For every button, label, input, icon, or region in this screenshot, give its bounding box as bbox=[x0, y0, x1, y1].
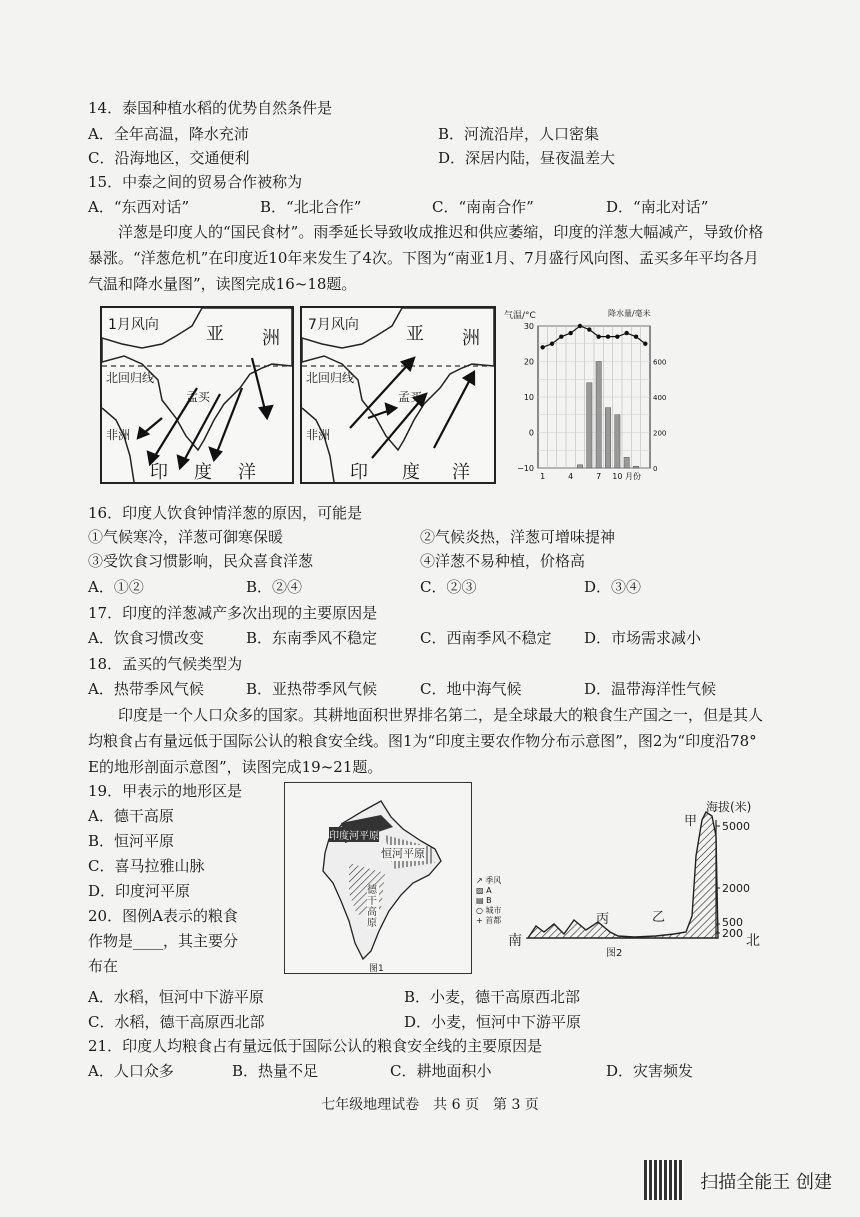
temperature-point bbox=[596, 334, 600, 338]
map-jan-africa-label: 非洲 bbox=[106, 428, 131, 442]
q20-stem-3: 布在 bbox=[88, 957, 119, 975]
legend-city-label: 城市 bbox=[485, 906, 502, 915]
q15-stem: 15．中泰之间的贸易合作被称为 bbox=[88, 173, 303, 191]
temp-tick-label: 30 bbox=[523, 322, 534, 331]
map-jul-tropic-label: 北回归线 bbox=[306, 371, 355, 385]
map-jan-ocean-2: 度 bbox=[194, 462, 212, 483]
temperature-point bbox=[559, 334, 563, 338]
q15-option-a: A．“东西对话” bbox=[88, 198, 190, 216]
q16-stem: 16．印度人饮食钟情洋葱的原因，可能是 bbox=[88, 504, 363, 522]
legend-square-icon: ▤ bbox=[476, 896, 484, 905]
legend-city bbox=[476, 906, 502, 916]
qr-code-icon bbox=[644, 1160, 684, 1200]
map-jan-asia: 亚 bbox=[206, 324, 224, 345]
q14-option-a: A．全年高温，降水充沛 bbox=[88, 125, 249, 143]
precip-tick-label: 400 bbox=[653, 394, 667, 402]
figure-2-north: 北 bbox=[746, 933, 760, 949]
legend-circle-icon: ○ bbox=[476, 906, 483, 915]
map-january-wind bbox=[100, 306, 294, 484]
month-tick-label: 1 bbox=[540, 472, 546, 481]
map-jan-tropic-label: 北回归线 bbox=[106, 371, 155, 385]
q21-option-a: A．人口众多 bbox=[88, 1062, 174, 1080]
legend-a-label: A bbox=[486, 886, 492, 895]
q17-option-b: B．东南季风不稳定 bbox=[246, 629, 378, 647]
q20-stem-1: 20．图例A表示的粮食 bbox=[88, 907, 238, 925]
legend-b-label: B bbox=[486, 896, 492, 905]
figure-1-label-deccan: 德干高原 bbox=[367, 885, 377, 929]
precip-bar bbox=[624, 457, 629, 468]
temp-tick-label: 20 bbox=[523, 357, 534, 367]
temperature-point bbox=[624, 331, 628, 335]
q18-option-d: D．温带海洋性气候 bbox=[584, 680, 717, 698]
figure-2-caption: 图2 bbox=[606, 948, 623, 959]
q21-option-b: B．热量不足 bbox=[232, 1062, 319, 1080]
chart-xlabel: 10 月份 bbox=[612, 472, 642, 481]
chart-plot bbox=[504, 306, 674, 484]
map-july-wind bbox=[300, 306, 496, 484]
figure-2-tick-200: 200 bbox=[722, 927, 743, 940]
q16-item-2: ②气候炎热，洋葱可增味提神 bbox=[420, 528, 616, 546]
q19-option-d: D．印度河平原 bbox=[88, 882, 191, 900]
q20-option-d: D．小麦，恒河中下游平原 bbox=[404, 1013, 582, 1031]
q16-item-1: ①气候寒冷，洋葱可御寒保暖 bbox=[88, 528, 284, 546]
figure-2-tick-5000: 5000 bbox=[722, 820, 750, 833]
q21-stem: 21．印度人均粮食占有量远低于国际公认的粮食安全线的主要原因是 bbox=[88, 1037, 543, 1055]
temperature-point bbox=[615, 334, 619, 338]
q21-option-c: C．耕地面积小 bbox=[390, 1062, 492, 1080]
page-footer: 七年级地理试卷 共 6 页 第 3 页 bbox=[321, 1097, 539, 1113]
q17-option-c: C．西南季风不稳定 bbox=[420, 629, 552, 647]
legend-capital bbox=[476, 916, 502, 926]
temperature-point bbox=[606, 334, 610, 338]
legend-arrow-icon: ↗ bbox=[476, 876, 483, 885]
figure-2-profile bbox=[506, 796, 768, 964]
q16-item-4: ④洋葱不易种植，价格高 bbox=[420, 552, 586, 570]
legend-b bbox=[476, 896, 502, 906]
q20-option-a: A．水稻，恒河中下游平原 bbox=[88, 988, 264, 1006]
q20-option-b: B．小麦，德干高原西北部 bbox=[404, 988, 581, 1006]
q17-stem: 17．印度的洋葱减产多次出现的主要原因是 bbox=[88, 604, 378, 622]
temp-tick-label: 0 bbox=[528, 428, 534, 438]
month-tick-label: 7 bbox=[596, 472, 602, 481]
precip-tick-label: 200 bbox=[653, 429, 667, 438]
temperature-point bbox=[540, 345, 544, 349]
q19-option-b: B．恒河平原 bbox=[88, 832, 175, 850]
precip-tick-label: 0 bbox=[653, 465, 658, 473]
precip-bar bbox=[633, 466, 638, 468]
legend-a bbox=[476, 886, 502, 896]
figure-2-label-bing: 丙 bbox=[596, 912, 610, 927]
precip-tick-label: 600 bbox=[653, 358, 667, 367]
q20-stem-2: 作物是____，其主要分 bbox=[88, 932, 239, 950]
figure-2-ylabel: 海拔(米) bbox=[706, 800, 752, 814]
q16-option-d: D．③④ bbox=[584, 578, 642, 596]
map-jan-title: 1月风向 bbox=[108, 317, 159, 333]
q17-option-a: A．饮食习惯改变 bbox=[88, 629, 204, 647]
map-jan-city-label: 孟买 bbox=[186, 390, 211, 404]
precip-bar bbox=[605, 408, 610, 468]
precip-bar bbox=[587, 383, 592, 468]
figure-1-caption: 图1 bbox=[369, 964, 384, 974]
temperature-point bbox=[587, 327, 591, 331]
q14-stem: 14．泰国种植水稻的优势自然条件是 bbox=[88, 99, 333, 117]
watermark-text: 扫描全能王 创建 bbox=[700, 1172, 832, 1193]
figure-2-label-yi: 乙 bbox=[652, 910, 666, 925]
q17-option-d: D．市场需求减小 bbox=[584, 629, 702, 647]
passage-food: 印度是一个人口众多的国家。其耕地面积世界排名第二，是全球最大的粮食生产国之一，但是其人均粮食占有量远低于国际公认的粮食安全线。图1为“印度主要农作物分布示意图”，图2为“印度沿78° E的地形剖面示意图”，读图完成19~21题。 bbox=[88, 706, 764, 776]
q16-item-3: ③受饮食习惯影响，民众喜食洋葱 bbox=[88, 552, 314, 570]
legend-square-icon: ▨ bbox=[476, 886, 484, 895]
figure-1-label-ganges: 恒河平原 bbox=[381, 847, 425, 860]
q19-option-c: C．喜马拉雅山脉 bbox=[88, 857, 205, 875]
q15-option-d: D．“南北对话” bbox=[606, 198, 709, 216]
q18-option-a: A．热带季风气候 bbox=[88, 680, 204, 698]
temperature-point bbox=[643, 342, 647, 346]
climate-chart bbox=[504, 306, 674, 484]
map-jul-ocean-1: 印 bbox=[350, 462, 368, 483]
q18-stem: 18．孟买的气候类型为 bbox=[88, 655, 243, 673]
map-jan-zhou: 洲 bbox=[262, 328, 280, 349]
q14-option-c: C．沿海地区，交通便利 bbox=[88, 149, 250, 167]
q21-option-d: D．灾害频发 bbox=[606, 1062, 694, 1080]
precip-bar bbox=[577, 465, 582, 468]
q16-option-a: A．①② bbox=[88, 578, 144, 596]
temp-tick-label: 10 bbox=[523, 393, 534, 402]
legend-monsoon bbox=[476, 876, 502, 886]
legend-capital-label: 首都 bbox=[485, 916, 502, 925]
map-jul-city-label: 孟买 bbox=[398, 390, 423, 404]
q14-option-d: D．深居内陆，昼夜温差大 bbox=[438, 149, 616, 167]
map-jul-title: 7月风向 bbox=[308, 317, 359, 333]
q20-option-c: C．水稻，德干高原西北部 bbox=[88, 1013, 265, 1031]
map-jul-asia: 亚 bbox=[406, 324, 424, 345]
temp-tick-label: −10 bbox=[517, 464, 534, 473]
month-tick-label: 4 bbox=[568, 472, 574, 481]
q14-option-b: B．河流沿岸，人口密集 bbox=[438, 125, 600, 143]
q18-option-b: B．亚热带季风气候 bbox=[246, 680, 378, 698]
map-jul-africa-label: 非洲 bbox=[306, 428, 331, 442]
q19-stem: 19．甲表示的地形区是 bbox=[88, 782, 243, 800]
legend-plus-icon: + bbox=[476, 916, 483, 925]
figure-1-legend bbox=[476, 876, 502, 926]
chart-ylabel-left: 气温/°C bbox=[504, 311, 536, 321]
q15-option-c: C．“南南合作” bbox=[432, 198, 534, 216]
q15-option-b: B．“北北合作” bbox=[260, 198, 362, 216]
figure-1-india-crops bbox=[284, 782, 472, 974]
q19-option-a: A．德干高原 bbox=[88, 807, 174, 825]
figure-2-tick-2000: 2000 bbox=[722, 882, 750, 895]
map-jul-zhou: 洲 bbox=[462, 328, 480, 349]
chart-ylabel-right: 降水量/毫米 bbox=[608, 309, 651, 318]
figure-2-label-jia: 甲 bbox=[684, 814, 698, 829]
temperature-point bbox=[550, 342, 554, 346]
figure-1-map bbox=[285, 783, 471, 973]
map-jul-ocean-3: 洋 bbox=[452, 462, 470, 483]
legend-monsoon-label: 季风 bbox=[485, 876, 502, 885]
temperature-point bbox=[568, 331, 572, 335]
map-jan-ocean-3: 洋 bbox=[238, 462, 256, 483]
q18-option-c: C．地中海气候 bbox=[420, 680, 522, 698]
q16-option-b: B．②④ bbox=[246, 578, 303, 596]
temperature-point bbox=[578, 324, 582, 328]
figure-1-label-indus: 印度河平原 bbox=[329, 827, 379, 842]
passage-onion: 洋葱是印度人的“国民食材”。雨季延长导致收成推迟和供应萎缩，印度的洋葱大幅减产，导致价格暴涨。“洋葱危机”在印度近10年来发生了4次。下图为“南亚1月、7月盛行风向图、孟买多年平均各月气温和降水量图”，读图完成16~18题。 bbox=[88, 223, 764, 293]
temperature-point bbox=[634, 334, 638, 338]
map-jul-ocean-2: 度 bbox=[402, 462, 420, 483]
map-jan-ocean-1: 印 bbox=[150, 462, 168, 483]
precip-bar bbox=[615, 415, 620, 468]
figure-2-tick-500: 500 bbox=[722, 916, 743, 929]
precip-bar bbox=[596, 362, 601, 469]
figure-2-south: 南 bbox=[508, 933, 522, 949]
q16-option-c: C．②③ bbox=[420, 578, 477, 596]
